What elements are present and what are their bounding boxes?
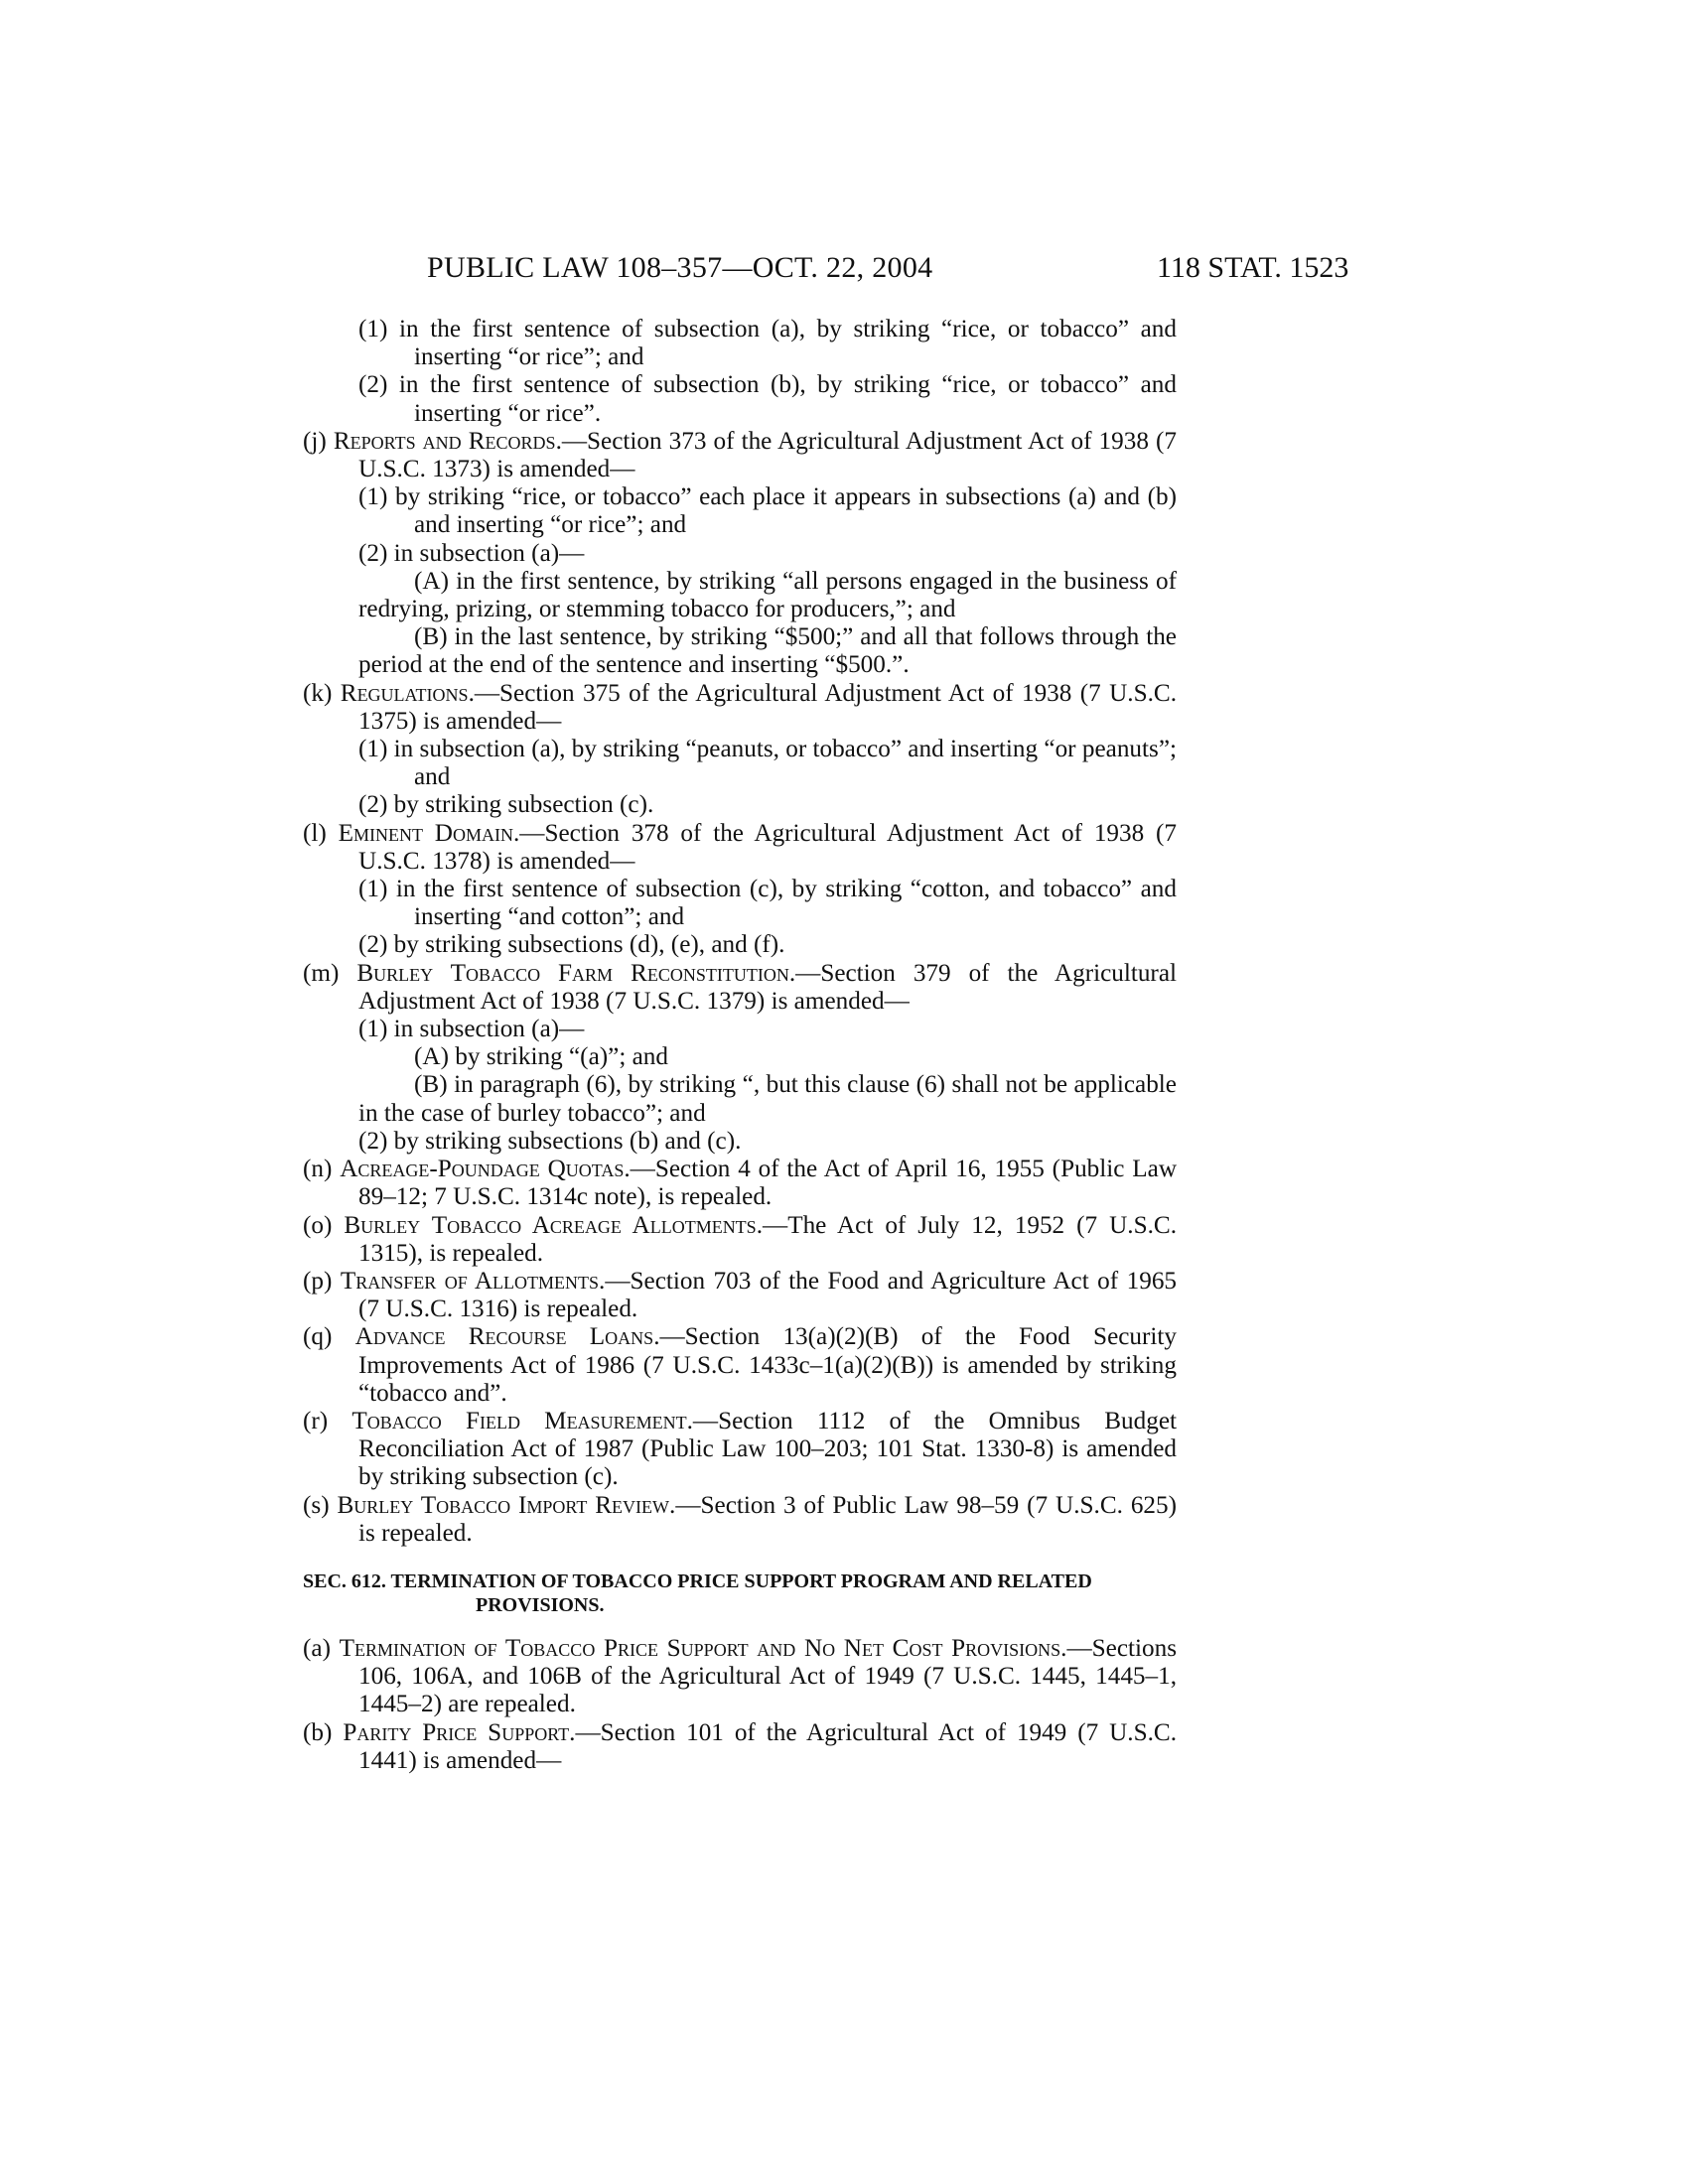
paragraph-l-2: (2) by striking subsections (d), (e), and (f).	[358, 931, 785, 959]
subsection-heading: Eminent Domain	[338, 819, 513, 847]
subsection-p	[303, 1268, 1177, 1323]
subsection-heading: Transfer of Allotments	[340, 1267, 600, 1295]
subsection-text: .—Section 3 of Public Law 98–59 (7 U.S.C. 625) is repealed.	[358, 1491, 1177, 1547]
subsection-a	[303, 1635, 1177, 1719]
subsection-text: .—The Act of July 12, 1952 (7 U.S.C. 1315), is repealed.	[358, 1211, 1178, 1267]
subsection-heading: Burley Tobacco Acreage Allotments	[344, 1211, 757, 1239]
subsection-heading: Reports and Records	[333, 427, 556, 455]
section-612-heading: SEC. 612. TERMINATION OF TOBACCO PRICE SUPPORT PROGRAM AND RELATED PROVISIONS.	[303, 1570, 1092, 1616]
subsection-l	[303, 820, 1177, 876]
subsection-label: (q)	[303, 1323, 333, 1351]
subparagraph-j-A: (A) in the first sentence, by striking “all persons engaged in the business of redrying, prizing, or stemming tobacco for producers,”; and	[358, 567, 1177, 623]
subsection-label: (a)	[303, 1634, 331, 1662]
subsection-label: (b)	[303, 1718, 333, 1746]
subsection-label: (m)	[303, 959, 340, 987]
subparagraph-m-A: (A) by striking “(a)”; and	[414, 1043, 668, 1071]
subsection-heading: Burley Tobacco Farm Reconstitution	[356, 959, 789, 987]
paragraph-k-2: (2) by striking subsection (c).	[358, 791, 654, 819]
subsection-text: .—Section 4 of the Act of April 16, 1955 (Public Law 89–12; 7 U.S.C. 1314c note), is repealed.	[358, 1156, 1178, 1211]
subsection-k	[303, 680, 1177, 736]
subsection-s	[303, 1492, 1177, 1548]
paragraph-j-1: (1) by striking “rice, or tobacco” each place it appears in subsections (a) and (b) and inserting “or rice”; and	[358, 483, 1177, 539]
subsection-label: (r)	[303, 1407, 329, 1434]
header-title: PUBLIC LAW 108–357—OCT. 22, 2004	[427, 251, 933, 284]
paragraph-m-1: (1) in subsection (a)—	[358, 1016, 585, 1043]
subsection-text: .—Section 101 of the Agricultural Act of 1949 (7 U.S.C. 1441) is amended—	[358, 1718, 1177, 1774]
subsection-q	[303, 1323, 1177, 1408]
subsection-heading: Termination of Tobacco Price Support and No Net Cost Provisions	[339, 1634, 1061, 1662]
subsection-o	[303, 1212, 1177, 1268]
paragraph-j-2: (2) in subsection (a)—	[358, 539, 585, 567]
subsection-text: .—Sections 106, 106A, and 106B of the Agricultural Act of 1949 (7 U.S.C. 1445, 1445–1, 1445–2) are repealed.	[358, 1634, 1177, 1718]
subsection-heading: Acreage-Poundage Quotas	[340, 1156, 625, 1183]
paragraph-m-2: (2) by striking subsections (b) and (c).	[358, 1127, 742, 1155]
paragraph-i-2: (2) in the first sentence of subsection (b), by striking “rice, or tobacco” and inserting “or rice”.	[358, 371, 1177, 427]
subsection-heading: Regulations	[340, 679, 469, 707]
subsection-heading: Tobacco Field Measurement	[352, 1407, 687, 1434]
subsection-label: (l)	[303, 819, 327, 847]
subsection-label: (o)	[303, 1211, 333, 1239]
subsection-label: (p)	[303, 1267, 333, 1295]
subsection-label: (n)	[303, 1156, 333, 1183]
subsection-text: .—Section 703 of the Food and Agriculture Act of 1965 (7 U.S.C. 1316) is repealed.	[358, 1267, 1178, 1323]
subsection-m	[303, 960, 1177, 1016]
subsection-text: .—Section 1112 of the Omnibus Budget Reconciliation Act of 1987 (Public Law 100–203; 101 Stat. 1330-8) is amended by striking subsection (c).	[358, 1407, 1177, 1491]
page-number: 118 STAT. 1523	[1157, 251, 1349, 284]
paragraph-l-1: (1) in the first sentence of subsection (c), by striking “cotton, and tobacco” and inserting “and cotton”; and	[358, 876, 1177, 931]
subsection-text: .—Section 375 of the Agricultural Adjustment Act of 1938 (7 U.S.C. 1375) is amended—	[358, 679, 1178, 735]
subsection-heading: Parity Price Support	[343, 1718, 570, 1746]
subsection-r	[303, 1408, 1177, 1492]
subsection-b	[303, 1719, 1177, 1775]
subsection-n	[303, 1156, 1177, 1211]
subsection-heading: Advance Recourse Loans	[354, 1323, 654, 1351]
subparagraph-j-B: (B) in the last sentence, by striking “$500;” and all that follows through the period at the end of the sentence and inserting “$500.”.	[358, 623, 1177, 679]
subsection-text: .—Section 378 of the Agricultural Adjustment Act of 1938 (7 U.S.C. 1378) is amended—	[358, 819, 1177, 875]
subsection-text: .—Section 373 of the Agricultural Adjustment Act of 1938 (7 U.S.C. 1373) is amended—	[358, 427, 1177, 483]
subsection-label: (k)	[303, 679, 333, 707]
paragraph-i-1: (1) in the first sentence of subsection (a), by striking “rice, or tobacco” and inserting “or rice”; and	[358, 316, 1177, 371]
subsection-text: .—Section 13(a)(2)(B) of the Food Security Improvements Act of 1986 (7 U.S.C. 1433c–1(a)(2)(B)) is amended by striking “tobacco and”.	[358, 1323, 1177, 1407]
subsection-j	[303, 428, 1177, 483]
subparagraph-m-B: (B) in paragraph (6), by striking “, but this clause (6) shall not be applicable in the case of burley tobacco”; and	[358, 1071, 1177, 1127]
subsection-heading: Burley Tobacco Import Review	[337, 1491, 670, 1519]
subsection-label: (j)	[303, 427, 327, 455]
paragraph-k-1: (1) in subsection (a), by striking “peanuts, or tobacco” and inserting “or peanuts”; and	[358, 736, 1177, 791]
running-header	[0, 248, 1688, 288]
document-body	[303, 316, 1177, 1775]
subsection-label: (s)	[303, 1491, 330, 1519]
subsection-text: .—Section 379 of the Agricultural Adjustment Act of 1938 (7 U.S.C. 1379) is amended—	[358, 959, 1178, 1015]
